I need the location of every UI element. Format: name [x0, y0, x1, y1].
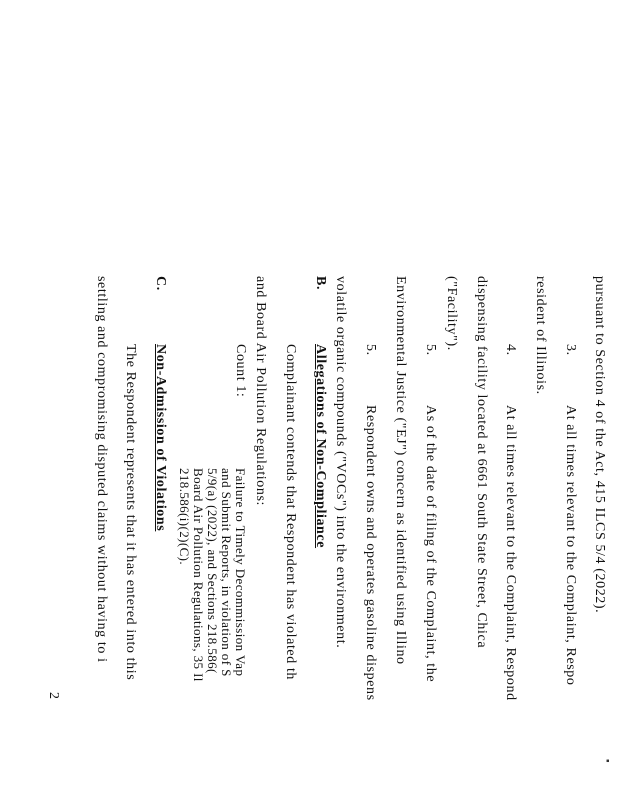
count1-label: Count 1:: [233, 344, 248, 398]
para3-line1: At all times relevant to the Complaint, Respo: [563, 405, 578, 686]
count1-line5: 218.586(i)(2)(C).: [177, 468, 192, 566]
para5b-line1: Respondent owns and operates gasoline dispens: [363, 405, 378, 701]
section-c-letter: C.: [153, 276, 168, 291]
para5b-line2: volatile organic compounds ("VOCs") into the environment.: [333, 276, 348, 649]
count1-line2: and Submit Reports, in violation of S: [219, 468, 234, 677]
scan-artifact-mark: ▪: [606, 756, 610, 767]
intro-tail-line: pursuant to Section 4 of the Act, 415 ILCS 5/4 (2022).: [592, 276, 607, 614]
section-c-line2: settling and compromising disputed claims without having to i: [94, 276, 109, 663]
para3-line2: resident of Illinois.: [533, 276, 548, 395]
para5b-number: 5.: [363, 344, 378, 356]
section-b-heading: Allegations of Non-Compliance: [313, 344, 328, 549]
para5a-number: 5.: [423, 344, 438, 356]
section-b-line2: and Board Air Pollution Regulations:: [253, 276, 268, 507]
para4-line3: ("Facility").: [444, 276, 459, 351]
para4-line2: dispensing facility located at 6661 South State Street, Chica: [474, 276, 489, 649]
count1-line1: Failure to Timely Decommission Vap: [233, 468, 248, 677]
para4-number: 4.: [503, 344, 518, 356]
section-c-line1: The Respondent represents that it has entered into this: [123, 344, 138, 681]
section-b-letter: B.: [313, 276, 328, 291]
para5a-line1: As of the date of filing of the Complaint, the: [423, 405, 438, 683]
count1-line3: 5/9(a) (2022), and Sections 218.586(: [205, 468, 220, 674]
section-b-line1: Complainant contends that Respondent has violated th: [283, 344, 298, 681]
page-number: 2: [46, 692, 61, 700]
para3-number: 3.: [563, 344, 578, 356]
count1-line4: Board Air Pollution Regulations, 35 Il: [191, 468, 206, 682]
section-c-heading: Non-Admission of Violations: [153, 344, 168, 532]
para5a-line2: Environmental Justice ("EJ") concern as identified using Illino: [393, 276, 408, 665]
para4-line1: At all times relevant to the Complaint, Respond: [503, 405, 518, 701]
